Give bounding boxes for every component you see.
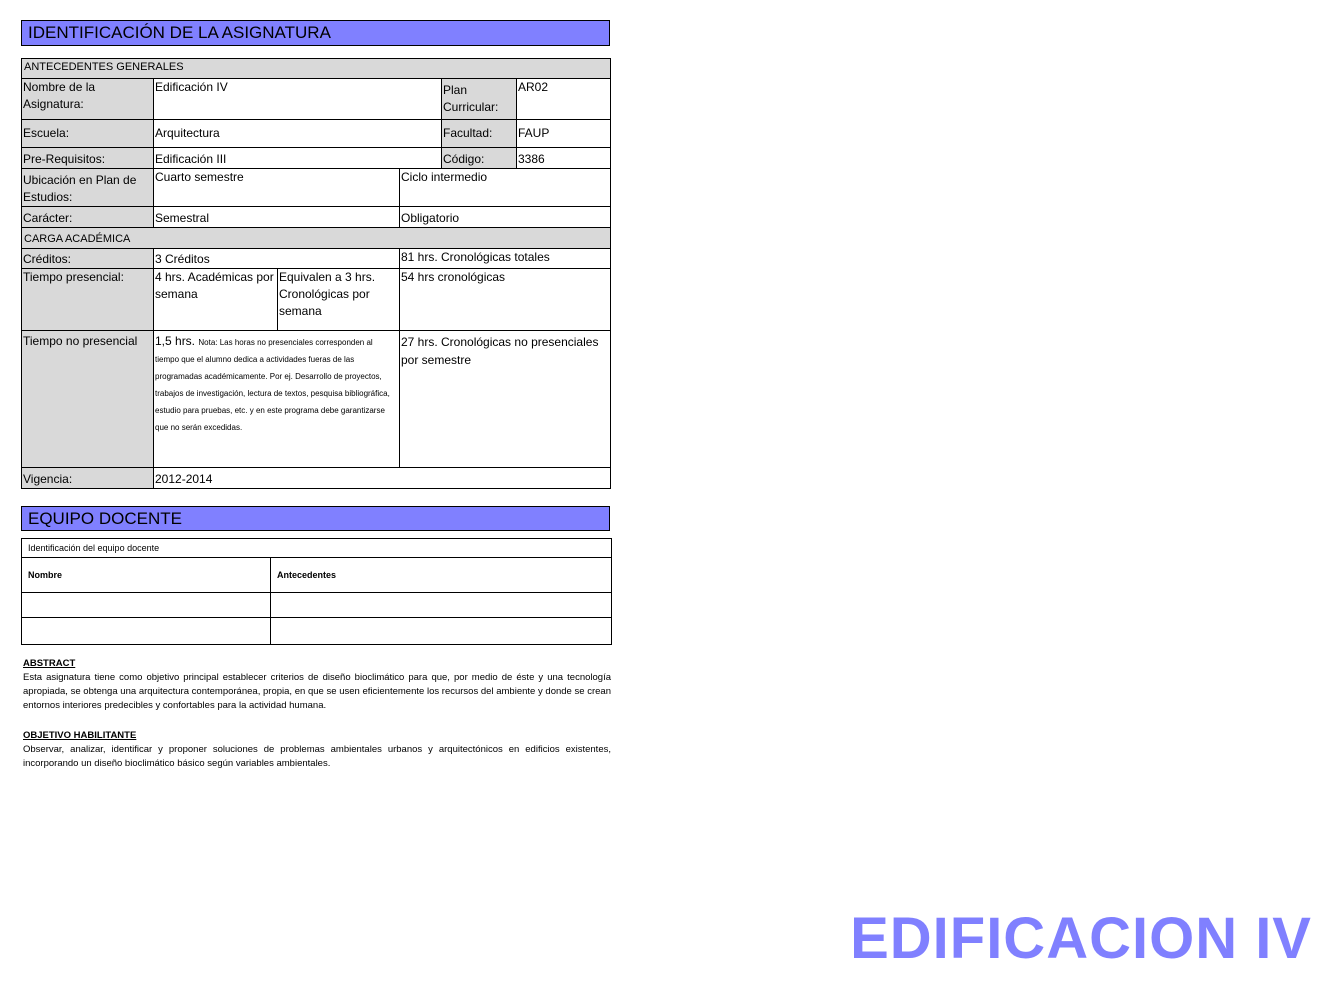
escuela-value: Arquitectura <box>154 120 442 148</box>
objetivo-block <box>23 729 611 771</box>
caracter-label: Carácter: <box>22 207 154 228</box>
obligatorio-value: Obligatorio <box>400 207 611 228</box>
objetivo-heading: OBJETIVO HABILITANTE <box>23 730 137 741</box>
codigo-label: Código: <box>442 148 517 169</box>
equivalen-value: Equivalen a 3 hrs. Cronológicas por semana <box>278 269 400 331</box>
no-presencial-note: Nota: Las horas no presenciales corresponden al tiempo que el alumno dedica a actividades fueras de las programadas académicamente. Por ej. Desarrollo de proyectos, trabajos de investigación, lectura de textos, pesquisa bibliográfica, estudio para pruebas, etc. y en este programa debe garantizarse que no serán excedidas. <box>155 338 390 432</box>
section-equipo-title: EQUIPO DOCENTE <box>21 506 610 531</box>
creditos-value: 3 Créditos <box>154 249 400 269</box>
carga-header: CARGA ACADÉMICA <box>22 228 611 249</box>
plan-label: Plan Curricular: <box>442 79 517 120</box>
nombre-label: Nombre de la Asignatura: <box>22 79 154 120</box>
escuela-label: Escuela: <box>22 120 154 148</box>
col-antecedentes: Antecedentes <box>271 558 612 593</box>
vigencia-value: 2012-2014 <box>154 468 611 489</box>
antecedentes-header: ANTECEDENTES GENERALES <box>22 59 611 79</box>
ciclo-value: Ciclo intermedio <box>400 169 611 207</box>
col-nombre: Nombre <box>22 558 271 593</box>
abstract-heading: ABSTRACT <box>23 658 76 669</box>
presencial-total: 54 hrs cronológicas <box>400 269 611 331</box>
plan-value: AR02 <box>517 79 611 120</box>
course-title-watermark: EDIFICACION IV <box>850 906 1312 971</box>
table-row <box>22 593 612 618</box>
no-presencial-label: Tiempo no presencial <box>22 331 154 468</box>
presencial-value: 4 hrs. Académicas por semana <box>154 269 278 331</box>
caracter-value: Semestral <box>154 207 400 228</box>
facultad-value: FAUP <box>517 120 611 148</box>
codigo-value: 3386 <box>517 148 611 169</box>
creditos-label: Créditos: <box>22 249 154 269</box>
presencial-label: Tiempo presencial: <box>22 269 154 331</box>
prereq-label: Pre-Requisitos: <box>22 148 154 169</box>
nombre-value: Edificación IV <box>154 79 442 120</box>
abstract-text: Esta asignatura tiene como objetivo principal establecer criterios de diseño bioclimático para que, por medio de éste y una tecnología apropiada, se obtenga una arquitectura contemporánea, propia, en que se usen eficientemente los recursos del ambiente y donde se crean entornos interiores predecibles y confortables para la actividad humana. <box>23 672 611 711</box>
equipo-table <box>21 538 612 645</box>
section-identificacion-title: IDENTIFICACIÓN DE LA ASIGNATURA <box>21 20 610 46</box>
total-horas-value: 81 hrs. Cronológicas totales <box>400 249 611 269</box>
no-presencial-value: 1,5 hrs. <box>155 334 196 348</box>
antecedentes-table <box>21 58 611 489</box>
ubicacion-value: Cuarto semestre <box>154 169 400 207</box>
ubicacion-label: Ubicación en Plan de Estudios: <box>22 169 154 207</box>
abstract-block <box>23 657 611 713</box>
no-presencial-cell <box>154 331 400 468</box>
facultad-label: Facultad: <box>442 120 517 148</box>
prereq-value: Edificación III <box>154 148 442 169</box>
vigencia-label: Vigencia: <box>22 468 154 489</box>
objetivo-text: Observar, analizar, identificar y proponer soluciones de problemas ambientales urbanos y arquitectónicos en edificios existentes, incorporando un diseño bioclimático básico según variables ambientales. <box>23 744 611 769</box>
no-presencial-total: 27 hrs. Cronológicas no presenciales por semestre <box>400 331 611 468</box>
equipo-header: Identificación del equipo docente <box>22 539 612 558</box>
table-row <box>22 618 612 645</box>
